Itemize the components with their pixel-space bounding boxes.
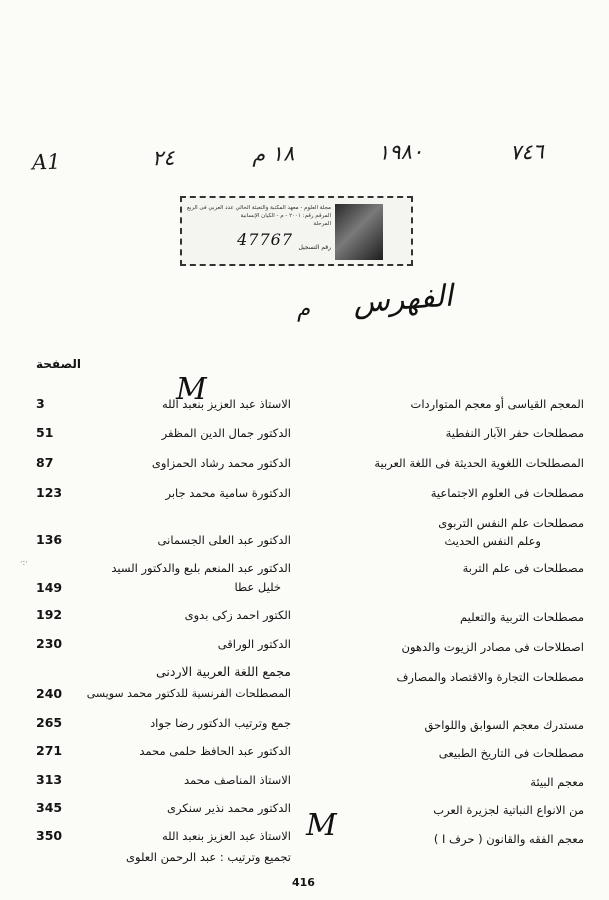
- entry-page: 265: [36, 715, 63, 730]
- handwritten-year: ١٩٨٠: [377, 139, 424, 165]
- entry-title: المعجم القياسى أو معجم المتواردات: [410, 397, 584, 411]
- index-heading: [295, 279, 454, 325]
- entry-page: 271: [36, 743, 63, 758]
- handwritten-mark-top: M: [176, 372, 207, 407]
- handwritten-a1: A1: [31, 149, 61, 175]
- handwritten-24: ٢٤: [151, 145, 175, 171]
- entry-page: 192: [36, 607, 63, 622]
- heading-mark: م: [295, 296, 311, 323]
- entry-title: مصطلحات فى العلوم الاجتماعية: [430, 486, 584, 500]
- stamp-registration-number: 47767: [237, 230, 293, 249]
- entry-author: الدكتور محمد نذير سنكرى: [167, 801, 291, 815]
- entry-title: مصطلحات فى علم التربة: [462, 561, 584, 575]
- entry-author: الدكتور محمد رشاد الحمزاوى: [151, 456, 291, 470]
- page-number: 416: [292, 876, 315, 889]
- stamp-line-3: المرحلة: [313, 221, 331, 227]
- entry-author: الدكتور الوراقى: [217, 637, 291, 651]
- entry-author: الاستاذ المناصف محمد: [183, 773, 291, 787]
- entry-title: المصطلحات اللغوية الحديثة فى اللغة العربية: [374, 456, 584, 470]
- entry-author-continued: المصطلحات الفرنسية للدكتور محمد سويسى: [86, 687, 291, 700]
- stamp-line-2: المرقم رقم: ٢٠٠١ - م - الكيان الإنسانية: [240, 213, 331, 219]
- entry-title: مصطلحات التجارة والاقتصاد والمصارف: [396, 670, 584, 684]
- entry-title: مصطلحات التربية والتعليم: [460, 610, 584, 624]
- entry-author: الاستاذ عبد العزيز بنعبد الله: [161, 397, 291, 411]
- entry-title: مصطلحات فى التاريخ الطبيعى: [438, 746, 584, 760]
- stamp-registration-label: رقم التسجيل: [298, 244, 331, 251]
- entry-page: 345: [36, 800, 63, 815]
- entry-author-continued: تجميع وترتيب : عبد الرحمن العلوى: [126, 850, 291, 864]
- entry-page: 123: [36, 485, 63, 500]
- handwritten-code: ٧٤٦: [509, 139, 545, 165]
- entry-author: الدكتور جمال الدين المظفر: [161, 426, 291, 440]
- entry-author: الدكتور عبد الحافظ حلمى محمد: [139, 744, 291, 758]
- entry-title: من الانواع النباتية لجزيرة العرب: [433, 803, 584, 817]
- entry-author-continued: خليل عطا: [234, 580, 281, 594]
- entry-page: 240: [36, 686, 63, 701]
- stamp-line-1: مجلة العلوم - معهد المكتبة والتعبئة الحالي عدد العربي فى الربع: [186, 205, 331, 211]
- entry-page: 313: [36, 772, 63, 787]
- entry-author: جمع وترتيب الدكتور رضا جواد: [150, 716, 291, 730]
- entry-title: معجم الفقه والقانون ( حرف I ): [433, 832, 584, 846]
- entry-page: 230: [36, 636, 63, 651]
- entry-title: مصطلحات علم النفس التربوى: [438, 516, 584, 530]
- margin-scratch: ·:·: [20, 558, 28, 567]
- entry-page: 136: [36, 532, 63, 547]
- entry-page: 350: [36, 828, 63, 843]
- stamp-photo: [335, 204, 383, 260]
- entry-page: 149: [36, 580, 63, 595]
- handwritten-m18: ١٨ م: [251, 141, 295, 167]
- entry-author: الدكتور عبد العلى الجسمانى: [157, 533, 291, 547]
- entry-author: الدكتور عبد المنعم بلبع والدكتور السيد: [111, 561, 291, 575]
- heading-title: الفهرس: [352, 278, 454, 321]
- entry-title: معجم البيئة: [530, 775, 584, 789]
- page-column-label: الصفحة: [36, 357, 82, 371]
- entry-page: 51: [36, 425, 54, 440]
- entry-author: الاستاذ عبد العزيز بنعبد الله: [161, 829, 291, 843]
- entry-title: مستدرك معجم السوابق واللواحق: [424, 718, 584, 732]
- entry-title: مصطلحات حفر الآبار النفطية: [445, 426, 584, 440]
- library-stamp: [180, 196, 413, 266]
- entry-title-continued: وعلم النفس الحديث: [444, 534, 541, 548]
- entry-title: اصطلاحات فى مصادر الزيوت والدهون: [401, 640, 584, 654]
- entry-page: 87: [36, 455, 54, 470]
- entry-author: مجمع اللغة العربية الاردنى: [156, 664, 291, 679]
- entry-author: الكتور احمد زكى بدوى: [184, 608, 291, 622]
- entry-author: الدكتورة سامية محمد جابر: [165, 486, 291, 500]
- handwritten-mark-bottom: M: [306, 808, 337, 843]
- entry-page: 3: [36, 396, 45, 411]
